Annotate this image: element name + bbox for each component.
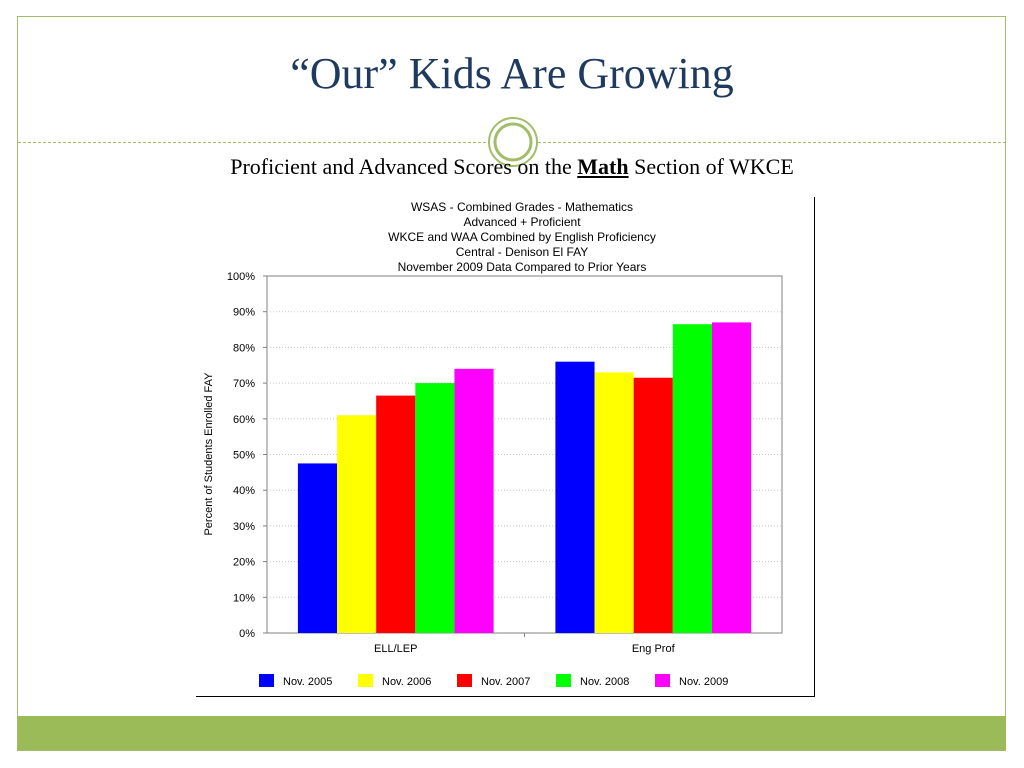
y-tick-label: 0% — [239, 628, 255, 640]
slide-title: “Our” Kids Are Growing — [290, 49, 734, 98]
bar — [337, 415, 376, 633]
chart-title-line: Advanced + Proficient — [463, 215, 581, 229]
bar — [712, 322, 751, 633]
chart-title-line: WSAS - Combined Grades - Mathematics — [410, 200, 634, 214]
bar — [415, 383, 454, 633]
y-tick-label: 10% — [232, 592, 255, 605]
y-tick-label: 90% — [232, 306, 255, 319]
chart-title — [388, 200, 656, 274]
legend-swatch — [358, 674, 373, 687]
bar — [298, 463, 337, 633]
y-tick-label: 80% — [232, 342, 255, 355]
legend-swatch — [457, 674, 472, 687]
y-axis-label: Percent of Students Enrolled FAY — [203, 372, 215, 536]
x-category-label: ELL/LEP — [374, 643, 418, 655]
x-category-label: Eng Prof — [631, 643, 675, 655]
chart-container — [196, 197, 815, 697]
legend-label: Nov. 2008 — [580, 676, 630, 688]
legend-swatch — [259, 674, 274, 687]
bar — [376, 396, 415, 633]
y-axis-ticks — [227, 271, 267, 640]
slide-subtitle — [0, 154, 1024, 180]
bar — [555, 362, 594, 633]
legend — [259, 674, 728, 688]
chart-title-line: Central - Denison El FAY — [455, 245, 589, 259]
footer-bar — [18, 716, 1006, 750]
subtitle-suffix: Section of WKCE — [628, 154, 794, 179]
bar-chart — [196, 197, 815, 697]
y-tick-label: 40% — [232, 485, 255, 498]
subtitle-emphasis: Math — [577, 154, 629, 179]
legend-label: Nov. 2007 — [481, 676, 531, 688]
y-tick-label: 30% — [232, 520, 255, 533]
bar — [454, 369, 493, 633]
bar — [673, 324, 712, 633]
y-tick-label: 50% — [232, 449, 255, 462]
chart-title-line: November 2009 Data Compared to Prior Years — [397, 260, 647, 274]
bar — [595, 372, 634, 633]
y-tick-label: 60% — [232, 413, 255, 426]
y-tick-label: 70% — [232, 378, 255, 391]
legend-swatch — [556, 674, 571, 687]
y-tick-label: 20% — [232, 556, 255, 569]
chart-title-line: WKCE and WAA Combined by English Proficiency — [388, 230, 656, 244]
x-axis-categories — [374, 633, 676, 655]
legend-swatch — [655, 674, 670, 687]
legend-label: Nov. 2006 — [382, 676, 432, 688]
subtitle-prefix: Proficient and Advanced Scores on the — [230, 154, 578, 179]
y-tick-label: 100% — [226, 271, 255, 283]
legend-label: Nov. 2005 — [283, 676, 333, 688]
legend-label: Nov. 2009 — [679, 676, 729, 688]
bar — [634, 378, 673, 633]
